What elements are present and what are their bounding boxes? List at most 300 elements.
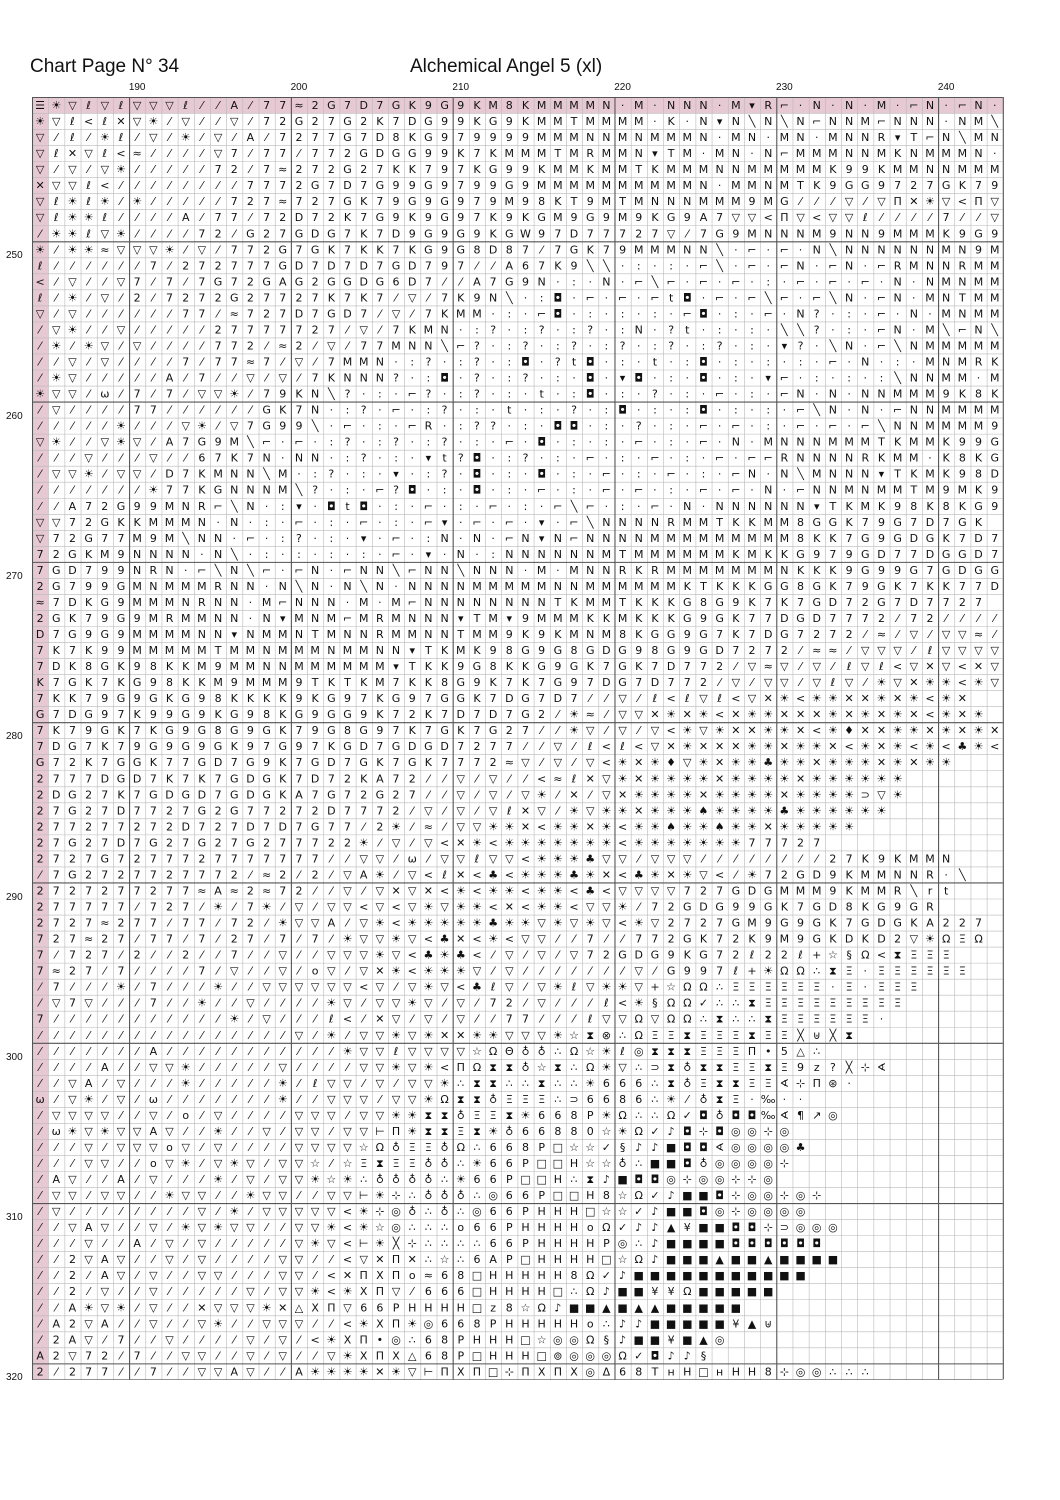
grid-symbol: z [814, 1061, 820, 1074]
grid-symbol: 9 [473, 131, 480, 144]
grid-symbol: ▽ [68, 1093, 77, 1106]
grid-symbol: N [505, 548, 513, 561]
grid-symbol: R [198, 596, 206, 609]
grid-symbol: ⊎ [813, 1029, 821, 1042]
grid-symbol: ⌐ [683, 307, 692, 320]
grid-symbol: ⁄ [117, 1205, 124, 1218]
grid-symbol: ⁄ [279, 1125, 286, 1138]
grid-symbol: ▽ [295, 1109, 304, 1122]
grid-symbol: ╲ [990, 322, 999, 336]
grid-symbol: ◎ [780, 1141, 790, 1154]
grid-symbol: D [117, 836, 125, 849]
grid-symbol: ◘ [359, 500, 368, 513]
grid-symbol: D [165, 468, 173, 481]
grid-symbol: ✕ [990, 724, 999, 737]
grid-symbol: 2 [37, 836, 44, 849]
grid-symbol: M [699, 163, 709, 176]
grid-symbol: ╳ [796, 1028, 805, 1042]
grid-symbol: ⁄ [538, 1013, 545, 1026]
grid-symbol: ◘ [473, 452, 482, 465]
grid-symbol: 2 [247, 339, 254, 352]
grid-symbol: ∴ [651, 1093, 658, 1106]
grid-symbol: M [149, 596, 159, 609]
grid-symbol: ⁄ [473, 788, 480, 801]
grid-symbol: 2 [635, 227, 642, 240]
grid-symbol: ∴ [635, 1109, 642, 1122]
grid-symbol: ▽ [198, 1189, 207, 1202]
grid-symbol: ▽ [327, 1141, 336, 1154]
grid-symbol: 9 [441, 163, 448, 176]
grid-symbol: 7 [150, 820, 157, 833]
grid-symbol: ⌐ [731, 484, 740, 497]
grid-symbol: < [472, 949, 481, 962]
grid-symbol: K [845, 884, 853, 897]
grid-symbol: · [799, 99, 803, 112]
grid-symbol: T [667, 147, 675, 160]
grid-symbol: K [813, 179, 821, 192]
grid-symbol: M [650, 580, 660, 593]
grid-symbol: D [974, 548, 982, 561]
grid-symbol: · [864, 965, 868, 978]
grid-symbol: ▽ [36, 131, 45, 144]
grid-symbol: ☀ [569, 820, 579, 833]
grid-symbol: : [507, 307, 511, 320]
grid-symbol: M [666, 243, 676, 256]
grid-symbol: ☀ [326, 1365, 336, 1378]
grid-symbol: ▽ [101, 291, 110, 304]
grid-symbol: ■ [795, 1269, 805, 1282]
grid-symbol: · [556, 468, 560, 481]
grid-symbol: D [295, 307, 303, 320]
grid-symbol: ⁄ [247, 1141, 254, 1154]
grid-symbol: G [861, 179, 870, 192]
grid-symbol: ⧗ [845, 1029, 853, 1042]
grid-symbol: ⁄ [52, 1269, 59, 1282]
grid-symbol: 9 [587, 195, 594, 208]
grid-symbol: ⊹ [505, 1365, 514, 1378]
grid-symbol: N [926, 115, 934, 128]
grid-symbol: 2 [69, 965, 76, 978]
grid-symbol: 2 [312, 115, 319, 128]
grid-symbol: ⁄ [295, 868, 302, 881]
grid-symbol: M [877, 484, 887, 497]
grid-symbol: ⁄ [117, 339, 124, 352]
grid-symbol: · [540, 500, 544, 513]
grid-symbol: M [925, 420, 935, 433]
grid-symbol: ▽ [521, 933, 530, 946]
grid-symbol: G [861, 548, 870, 561]
grid-symbol: ⁄ [85, 372, 92, 385]
grid-symbol: ✕ [731, 740, 740, 753]
grid-symbol: K [360, 291, 368, 304]
grid-symbol: N [602, 564, 610, 577]
grid-symbol: ⁄ [52, 1157, 59, 1170]
grid-symbol: D [990, 580, 998, 593]
grid-symbol: ☀ [779, 724, 789, 737]
grid-symbol: ⁄ [166, 1301, 173, 1314]
grid-symbol: 7 [360, 211, 367, 224]
grid-symbol: 7 [506, 740, 513, 753]
grid-symbol: 7 [263, 388, 270, 401]
grid-symbol: A [166, 372, 174, 385]
grid-symbol: ⌐ [650, 291, 659, 304]
grid-symbol: ♁ [441, 1141, 449, 1154]
grid-symbol: ▽ [311, 1125, 320, 1138]
grid-symbol: 7 [522, 243, 529, 256]
grid-symbol: K [490, 676, 498, 689]
grid-symbol: ⁄ [311, 1349, 318, 1362]
grid-symbol: 7 [376, 163, 383, 176]
grid-symbol: ⁄ [279, 997, 286, 1010]
grid-symbol: 7 [846, 580, 853, 593]
grid-symbol: ▽ [101, 1109, 110, 1122]
grid-symbol: ■ [731, 1269, 741, 1282]
grid-symbol: ⁄ [166, 307, 173, 320]
grid-symbol: 9 [409, 227, 416, 240]
grid-symbol: N [699, 243, 707, 256]
grid-symbol: ✕ [812, 756, 821, 769]
grid-symbol: ⁄ [149, 355, 156, 368]
grid-symbol: N [311, 564, 319, 577]
grid-symbol: N [182, 548, 190, 561]
grid-symbol: 7 [651, 660, 658, 673]
grid-symbol: K [409, 676, 417, 689]
grid-symbol: · [766, 468, 770, 481]
grid-symbol: 6 [441, 1285, 448, 1298]
grid-symbol: ⁄ [133, 1045, 140, 1058]
grid-symbol: 7 [150, 933, 157, 946]
grid-symbol: ⁄ [942, 612, 949, 625]
grid-symbol: 7 [85, 500, 92, 513]
grid-symbol: ⁄ [133, 307, 140, 320]
grid-symbol: 7 [279, 227, 286, 240]
grid-symbol: 7 [53, 836, 60, 849]
grid-symbol: ✕ [958, 708, 967, 721]
grid-symbol: 7 [295, 756, 302, 769]
grid-symbol: ╲ [246, 435, 255, 449]
grid-symbol: ⌐ [246, 532, 255, 545]
grid-symbol: · [297, 468, 301, 481]
grid-symbol: ▽ [699, 724, 708, 737]
grid-symbol: ⁄ [360, 820, 367, 833]
grid-symbol: Ξ [894, 997, 901, 1010]
grid-symbol: Ξ [522, 1093, 529, 1106]
grid-symbol: ⁄ [198, 1125, 205, 1138]
grid-symbol: N [408, 612, 416, 625]
grid-symbol: ☀ [715, 836, 725, 849]
grid-symbol: ? [587, 323, 593, 336]
grid-symbol: 7 [117, 820, 124, 833]
grid-symbol: < [100, 179, 109, 192]
grid-symbol: M [683, 548, 693, 561]
grid-symbol: ⁄ [327, 1157, 334, 1170]
grid-symbol: ⁄ [52, 1221, 59, 1234]
grid-symbol: Ω [635, 1029, 643, 1042]
grid-symbol: 8 [910, 500, 917, 513]
grid-symbol: ▽ [246, 1365, 255, 1378]
grid-symbol: · [362, 484, 366, 497]
grid-symbol: ⁄ [230, 179, 237, 192]
grid-symbol: Π [457, 1061, 465, 1074]
grid-symbol: ⁄ [327, 1317, 334, 1330]
grid-symbol: M [602, 548, 612, 561]
grid-symbol: 7 [247, 804, 254, 817]
grid-symbol: · [556, 323, 560, 336]
grid-symbol: ⊹ [764, 1125, 773, 1138]
grid-symbol: ◎ [796, 1365, 806, 1378]
grid-symbol: 2 [37, 772, 44, 785]
grid-symbol: ♁ [699, 1157, 707, 1170]
grid-symbol: ☀ [423, 1029, 433, 1042]
grid-symbol: ☀ [650, 836, 660, 849]
grid-symbol: M [828, 131, 838, 144]
grid-symbol: M [132, 644, 142, 657]
grid-symbol: N [198, 516, 206, 529]
grid-symbol: ⁄ [85, 1173, 92, 1186]
grid-symbol: ▽ [52, 404, 61, 417]
grid-symbol: D [68, 564, 76, 577]
grid-symbol: 9 [101, 708, 108, 721]
grid-symbol: ⁄ [133, 372, 140, 385]
grid-symbol: 7 [684, 917, 691, 930]
grid-symbol: 7 [53, 772, 60, 785]
grid-symbol: Н [570, 1205, 578, 1218]
grid-symbol: ◘ [683, 1157, 692, 1170]
grid-symbol: · [783, 404, 787, 417]
grid-symbol: : [766, 355, 770, 368]
grid-symbol: ☀ [747, 756, 757, 769]
grid-symbol: : [265, 516, 269, 529]
grid-symbol: 9 [571, 259, 578, 272]
grid-symbol: · [621, 436, 625, 449]
grid-symbol: · [783, 1093, 787, 1106]
grid-symbol: 2 [69, 1253, 76, 1266]
grid-symbol: 7 [344, 227, 351, 240]
grid-symbol: ✕ [634, 756, 643, 769]
grid-symbol: 7 [635, 676, 642, 689]
grid-symbol: K [457, 147, 465, 160]
grid-symbol: ☀ [440, 917, 450, 930]
grid-symbol: N [861, 404, 869, 417]
grid-symbol: N [829, 115, 837, 128]
grid-symbol: N [926, 259, 934, 272]
grid-symbol: G [974, 500, 983, 513]
grid-symbol: M [197, 660, 207, 673]
grid-symbol: ⁄ [214, 1205, 221, 1218]
grid-symbol: · [621, 420, 625, 433]
grid-symbol: ▽ [570, 917, 579, 930]
grid-symbol: ⁄ [522, 997, 529, 1010]
grid-symbol: ⌐ [764, 452, 773, 465]
grid-symbol: ▾ [361, 532, 367, 545]
grid-symbol: ⁄ [182, 388, 189, 401]
grid-symbol: ☀ [472, 901, 482, 914]
grid-symbol: ⁄ [133, 355, 140, 368]
grid-symbol: ∴ [716, 981, 723, 994]
grid-symbol: ╲ [796, 322, 805, 336]
grid-symbol: 2 [943, 917, 950, 930]
grid-symbol: A [53, 1317, 61, 1330]
grid-symbol: 2 [360, 115, 367, 128]
grid-symbol: M [974, 307, 984, 320]
grid-symbol: 9 [150, 708, 157, 721]
grid-symbol: 2 [829, 852, 836, 865]
grid-symbol: ⁄ [230, 372, 237, 385]
grid-symbol: M [634, 99, 644, 112]
grid-symbol: ⁄ [166, 1269, 173, 1282]
grid-symbol: 7 [910, 612, 917, 625]
grid-symbol: 9 [425, 99, 432, 112]
grid-symbol: M [731, 179, 741, 192]
grid-symbol: ☀ [941, 724, 951, 737]
grid-symbol: K [425, 756, 433, 769]
grid-symbol: M [197, 644, 207, 657]
grid-symbol: K [845, 516, 853, 529]
grid-symbol: Π [392, 1269, 400, 1282]
grid-symbol: M [132, 596, 142, 609]
grid-symbol: ⌐ [828, 420, 837, 433]
grid-symbol: 9 [457, 660, 464, 673]
grid-symbol: ╳ [845, 1060, 854, 1074]
grid-symbol: ⌐ [489, 500, 498, 513]
grid-symbol: ▲ [635, 1301, 644, 1314]
grid-symbol: Н [554, 1205, 562, 1218]
grid-symbol: ☀ [779, 692, 789, 705]
grid-symbol: ⁄ [52, 1237, 59, 1250]
grid-symbol: + [650, 981, 659, 994]
grid-symbol: ✕ [278, 1301, 287, 1314]
grid-symbol: ◘ [537, 468, 546, 481]
grid-symbol: ✕ [602, 868, 611, 881]
grid-symbol: ▽ [149, 1061, 158, 1074]
grid-symbol: ∴ [506, 1077, 513, 1090]
grid-symbol: ╲ [586, 515, 595, 529]
grid-symbol: ▽ [295, 917, 304, 930]
grid-symbol: ⁄ [133, 1269, 140, 1282]
grid-symbol: ✕ [456, 868, 465, 881]
grid-symbol: ▽ [732, 211, 741, 224]
grid-symbol: Н [538, 1285, 546, 1298]
grid-symbol: ☀ [359, 1317, 369, 1330]
grid-symbol: ⁄ [101, 1045, 108, 1058]
grid-symbol: K [829, 917, 837, 930]
grid-symbol: Ξ [360, 1157, 367, 1170]
grid-symbol: ⌐ [505, 436, 514, 449]
grid-symbol: · [702, 291, 706, 304]
grid-symbol: G [812, 917, 821, 930]
grid-symbol: · [605, 307, 609, 320]
grid-symbol: 7 [473, 195, 480, 208]
grid-symbol: A [69, 500, 77, 513]
grid-symbol: < [327, 1285, 336, 1298]
grid-symbol: ¥ [732, 1317, 739, 1330]
grid-symbol: Ξ [651, 1029, 658, 1042]
grid-symbol: ♁ [538, 1045, 546, 1058]
grid-symbol: ⁄ [52, 307, 59, 320]
grid-symbol: ▽ [165, 1061, 174, 1074]
grid-symbol: ╲ [602, 258, 611, 272]
grid-symbol: 7 [263, 115, 270, 128]
grid-symbol: 2 [700, 676, 707, 689]
grid-symbol: ▽ [214, 147, 223, 160]
grid-symbol: · [896, 307, 900, 320]
grid-symbol: M [278, 468, 288, 481]
grid-symbol: K [392, 163, 400, 176]
grid-symbol: · [330, 420, 334, 433]
grid-symbol: A [85, 1221, 93, 1234]
grid-symbol: ✕ [925, 724, 934, 737]
grid-symbol: ▽ [764, 676, 773, 689]
grid-symbol: Ξ [846, 1013, 853, 1026]
grid-symbol: ▽ [343, 884, 352, 897]
grid-symbol: ▽ [279, 1189, 288, 1202]
grid-symbol: · [944, 115, 948, 128]
grid-symbol: 7 [37, 1013, 44, 1026]
grid-symbol: ⌐ [828, 275, 837, 288]
grid-symbol: 9 [522, 612, 529, 625]
grid-symbol: N [424, 580, 432, 593]
grid-symbol: M [974, 291, 984, 304]
grid-symbol: ℓ [830, 676, 836, 689]
grid-symbol: ☀ [796, 756, 806, 769]
grid-symbol: ✕ [909, 708, 918, 721]
grid-symbol: 7 [344, 99, 351, 112]
grid-symbol: G [893, 516, 902, 529]
grid-symbol: ✓ [683, 1109, 692, 1122]
grid-symbol: ⁄ [69, 1237, 76, 1250]
grid-symbol: ⁄ [263, 131, 270, 144]
grid-symbol: ⊹ [731, 1189, 740, 1202]
grid-symbol: ⊹ [764, 1221, 773, 1234]
grid-symbol: ⁄ [263, 1077, 270, 1090]
grid-symbol: ⁄ [52, 1013, 59, 1026]
grid-symbol: N [845, 99, 853, 112]
grid-symbol: K [360, 227, 368, 240]
grid-symbol: ℓ [37, 259, 43, 272]
grid-symbol: ⌐ [699, 436, 708, 449]
grid-symbol: N [926, 372, 934, 385]
grid-symbol: K [668, 115, 676, 128]
grid-symbol: ▽ [942, 644, 951, 657]
grid-symbol: · [637, 291, 641, 304]
grid-symbol: M [505, 580, 515, 593]
grid-symbol: M [634, 548, 644, 561]
grid-symbol: ⁄ [198, 404, 205, 417]
grid-symbol: G [699, 628, 708, 641]
grid-symbol: 7 [603, 660, 610, 673]
grid-symbol: ⁄ [101, 420, 108, 433]
grid-symbol: ⌐ [893, 404, 902, 417]
grid-symbol: ⁄ [360, 884, 367, 897]
grid-symbol: ☀ [844, 788, 854, 801]
grid-symbol: ⊹ [812, 1189, 821, 1202]
grid-symbol: ☀ [213, 981, 223, 994]
grid-symbol: ? [668, 339, 674, 352]
grid-symbol: ◎ [488, 1189, 498, 1202]
grid-symbol: ☀ [181, 131, 191, 144]
grid-symbol: ℓ [328, 1013, 334, 1026]
grid-symbol: 9 [441, 115, 448, 128]
grid-symbol: ℓ [53, 211, 59, 224]
grid-symbol: 2 [134, 949, 141, 962]
grid-symbol: ☀ [326, 1221, 336, 1234]
grid-symbol: ⁄ [651, 965, 658, 978]
grid-symbol: ▽ [149, 1141, 158, 1154]
grid-symbol: 7 [166, 388, 173, 401]
grid-symbol: 7 [554, 243, 561, 256]
grid-symbol: ⁄ [247, 981, 254, 994]
grid-symbol: M [699, 548, 709, 561]
